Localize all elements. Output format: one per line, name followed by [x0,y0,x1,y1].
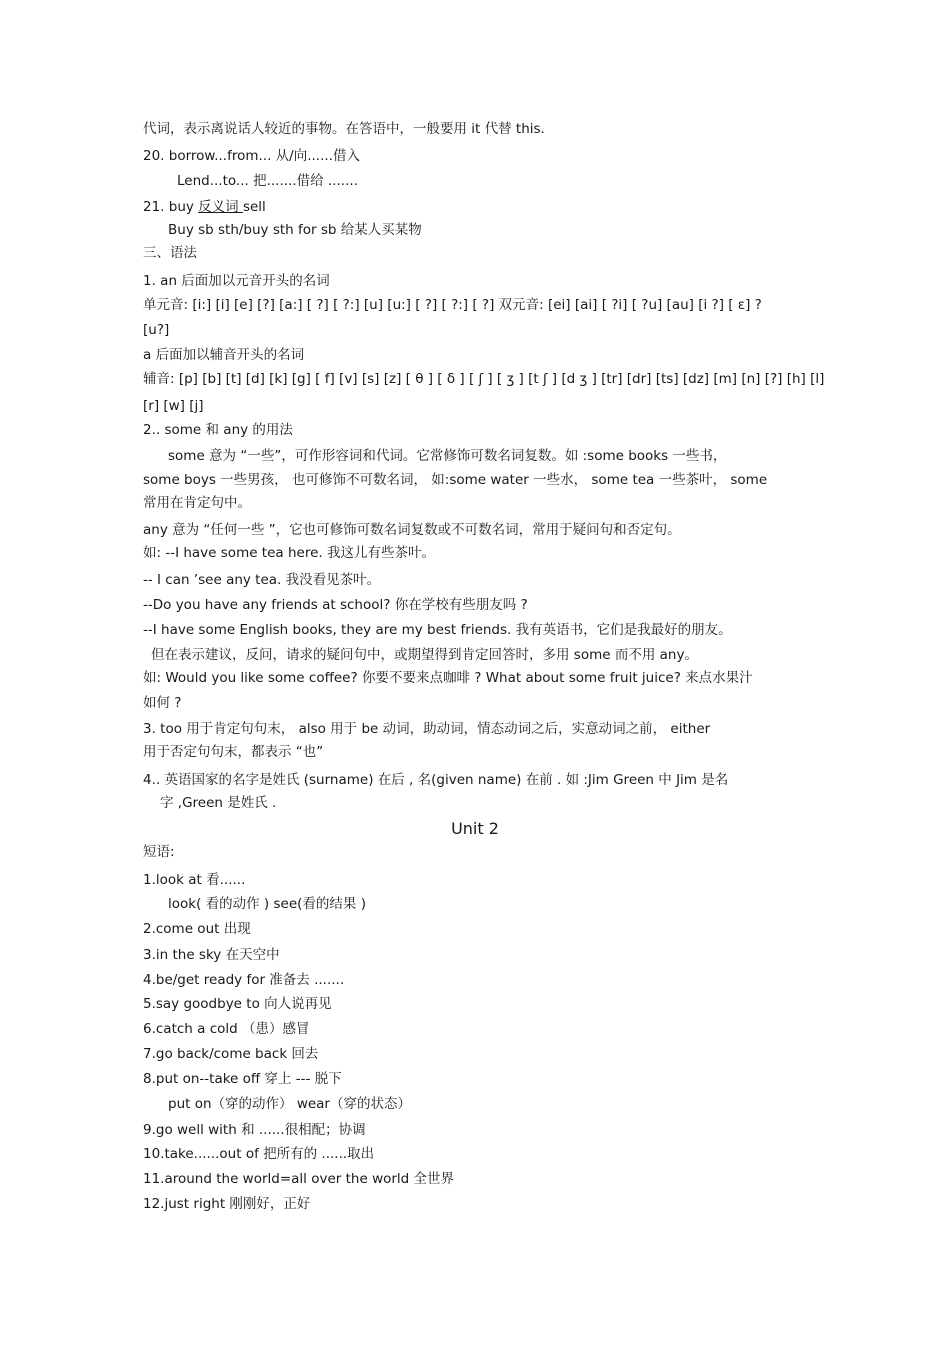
text-line: 用于否定句句末，都表示 “也” [143,744,324,760]
text-line: 4.. 英语国家的名字是姓氏 (surname) 在后 , 名(given name) 在前 . 如 :Jim Green 中 Jim 是名 [143,772,729,788]
phrase-item: 7.go back/come back 回去 [143,1046,319,1062]
text-line: Buy sb sth/buy sth for sb 给某人买某物 [168,222,422,238]
phrase-item: 11.around the world=all over the world 全世界 [143,1171,455,1187]
text-line: 如: --I have some tea here. 我这儿有些茶叶。 [143,545,435,561]
text-line: 20. borrow...from... 从/向......借入 [143,148,360,164]
phrase-item: 9.go well with 和 ......很相配；协调 [143,1122,366,1138]
unit-title: Unit 2 [451,819,499,838]
text-line: any 意为 “任何一些 ”，它也可修饰可数名词复数或不可数名词，常用于疑问句和否定句。 [143,522,681,538]
text-line: -- I can ’see any tea. 我没看见茶叶。 [143,572,381,588]
phrase-item: 5.say goodbye to 向人说再见 [143,996,332,1012]
text-line: 3. too 用于肯定句句末， also 用于 be 动词，助动词，情态动词之后，实意动词之前， either [143,721,711,737]
text-line: 如何 ? [143,695,182,711]
phrase-item: 1.look at 看...... [143,872,246,888]
phrase-item: 8.put on--take off 穿上 --- 脱下 [143,1071,342,1087]
text-line: a 后面加以辅音开头的名词 [143,347,305,363]
text-line: some 意为 “一些”，可作形容词和代词。它常修饰可数名词复数。如 :some books 一些书， [168,448,727,464]
text-line: 但在表示建议，反问，请求的疑问句中，或期望得到肯定回答时，多用 some 而不用 any。 [151,647,698,663]
phrase-item: 6.catch a cold （患）感冒 [143,1021,310,1037]
phrase-item: 12.just right 刚刚好，正好 [143,1196,311,1212]
text-line: --I have some English books, they are my best friends. 我有英语书，它们是我最好的朋友。 [143,622,732,638]
text-line: --Do you have any friends at school? 你在学校有些朋友吗 ? [143,597,528,613]
phrase-note: look( 看的动作 ) see(看的结果 ) [168,896,366,912]
text-line [143,198,266,216]
phonetic-line: [r] [w] [j] [143,398,204,414]
phrase-note: put on（穿的动作） wear（穿的状态） [168,1096,411,1112]
text-line: 如: Would you like some coffee? 你要不要来点咖啡 ? What about some fruit juice? 来点水果汁 [143,670,753,686]
text-line: 短语: [143,844,175,860]
text-fragment: sell [242,199,266,215]
phrase-item: 3.in the sky 在天空中 [143,947,280,963]
text-line: 字 ,Green 是姓氏 . [160,795,277,811]
phrase-item: 4.be/get ready for 准备去 ....... [143,972,345,988]
text-line: some boys 一些男孩， 也可修饰不可数名词， 如:some water 一些水， some tea 一些茶叶， some [143,472,768,488]
underlined-text: 反义词 [198,199,243,215]
phonetic-line: 单元音: [i:] [i] [e] [?] [a:] [ ?] [ ?:] [u] [u:] [ ?] [ ?:] [ ?] 双元音: [ei] [ai] [ ?i] [ ?u] [au] [i ?] [ ε] ? [143,297,762,313]
phrase-item: 2.come out 出现 [143,921,251,937]
phonetic-line: 辅音: [p] [b] [t] [d] [k] [g] [ f] [v] [s] [z] [ θ ] [ δ ] [ ʃ ] [ ʒ ] [t ʃ ] [d ʒ ] [tr] [dr] [ts] [dz] [m] [n] [?] [h] [l] [143,371,825,387]
phonetic-line: [u?] [143,322,170,338]
text-line: 常用在肯定句中。 [143,495,251,511]
text-line: 1. an 后面加以元音开头的名词 [143,273,330,289]
text-line: 2.. some 和 any 的用法 [143,422,293,438]
section-heading: 三、语法 [143,245,197,261]
text-fragment: 21. buy [143,199,199,215]
text-line: 代词，表示离说话人较近的事物。在答语中，一般要用 it 代替 this. [143,121,545,137]
text-line: Lend...to... 把.......借给 ....... [177,173,358,189]
phrase-item: 10.take......out of 把所有的 ......取出 [143,1146,375,1162]
